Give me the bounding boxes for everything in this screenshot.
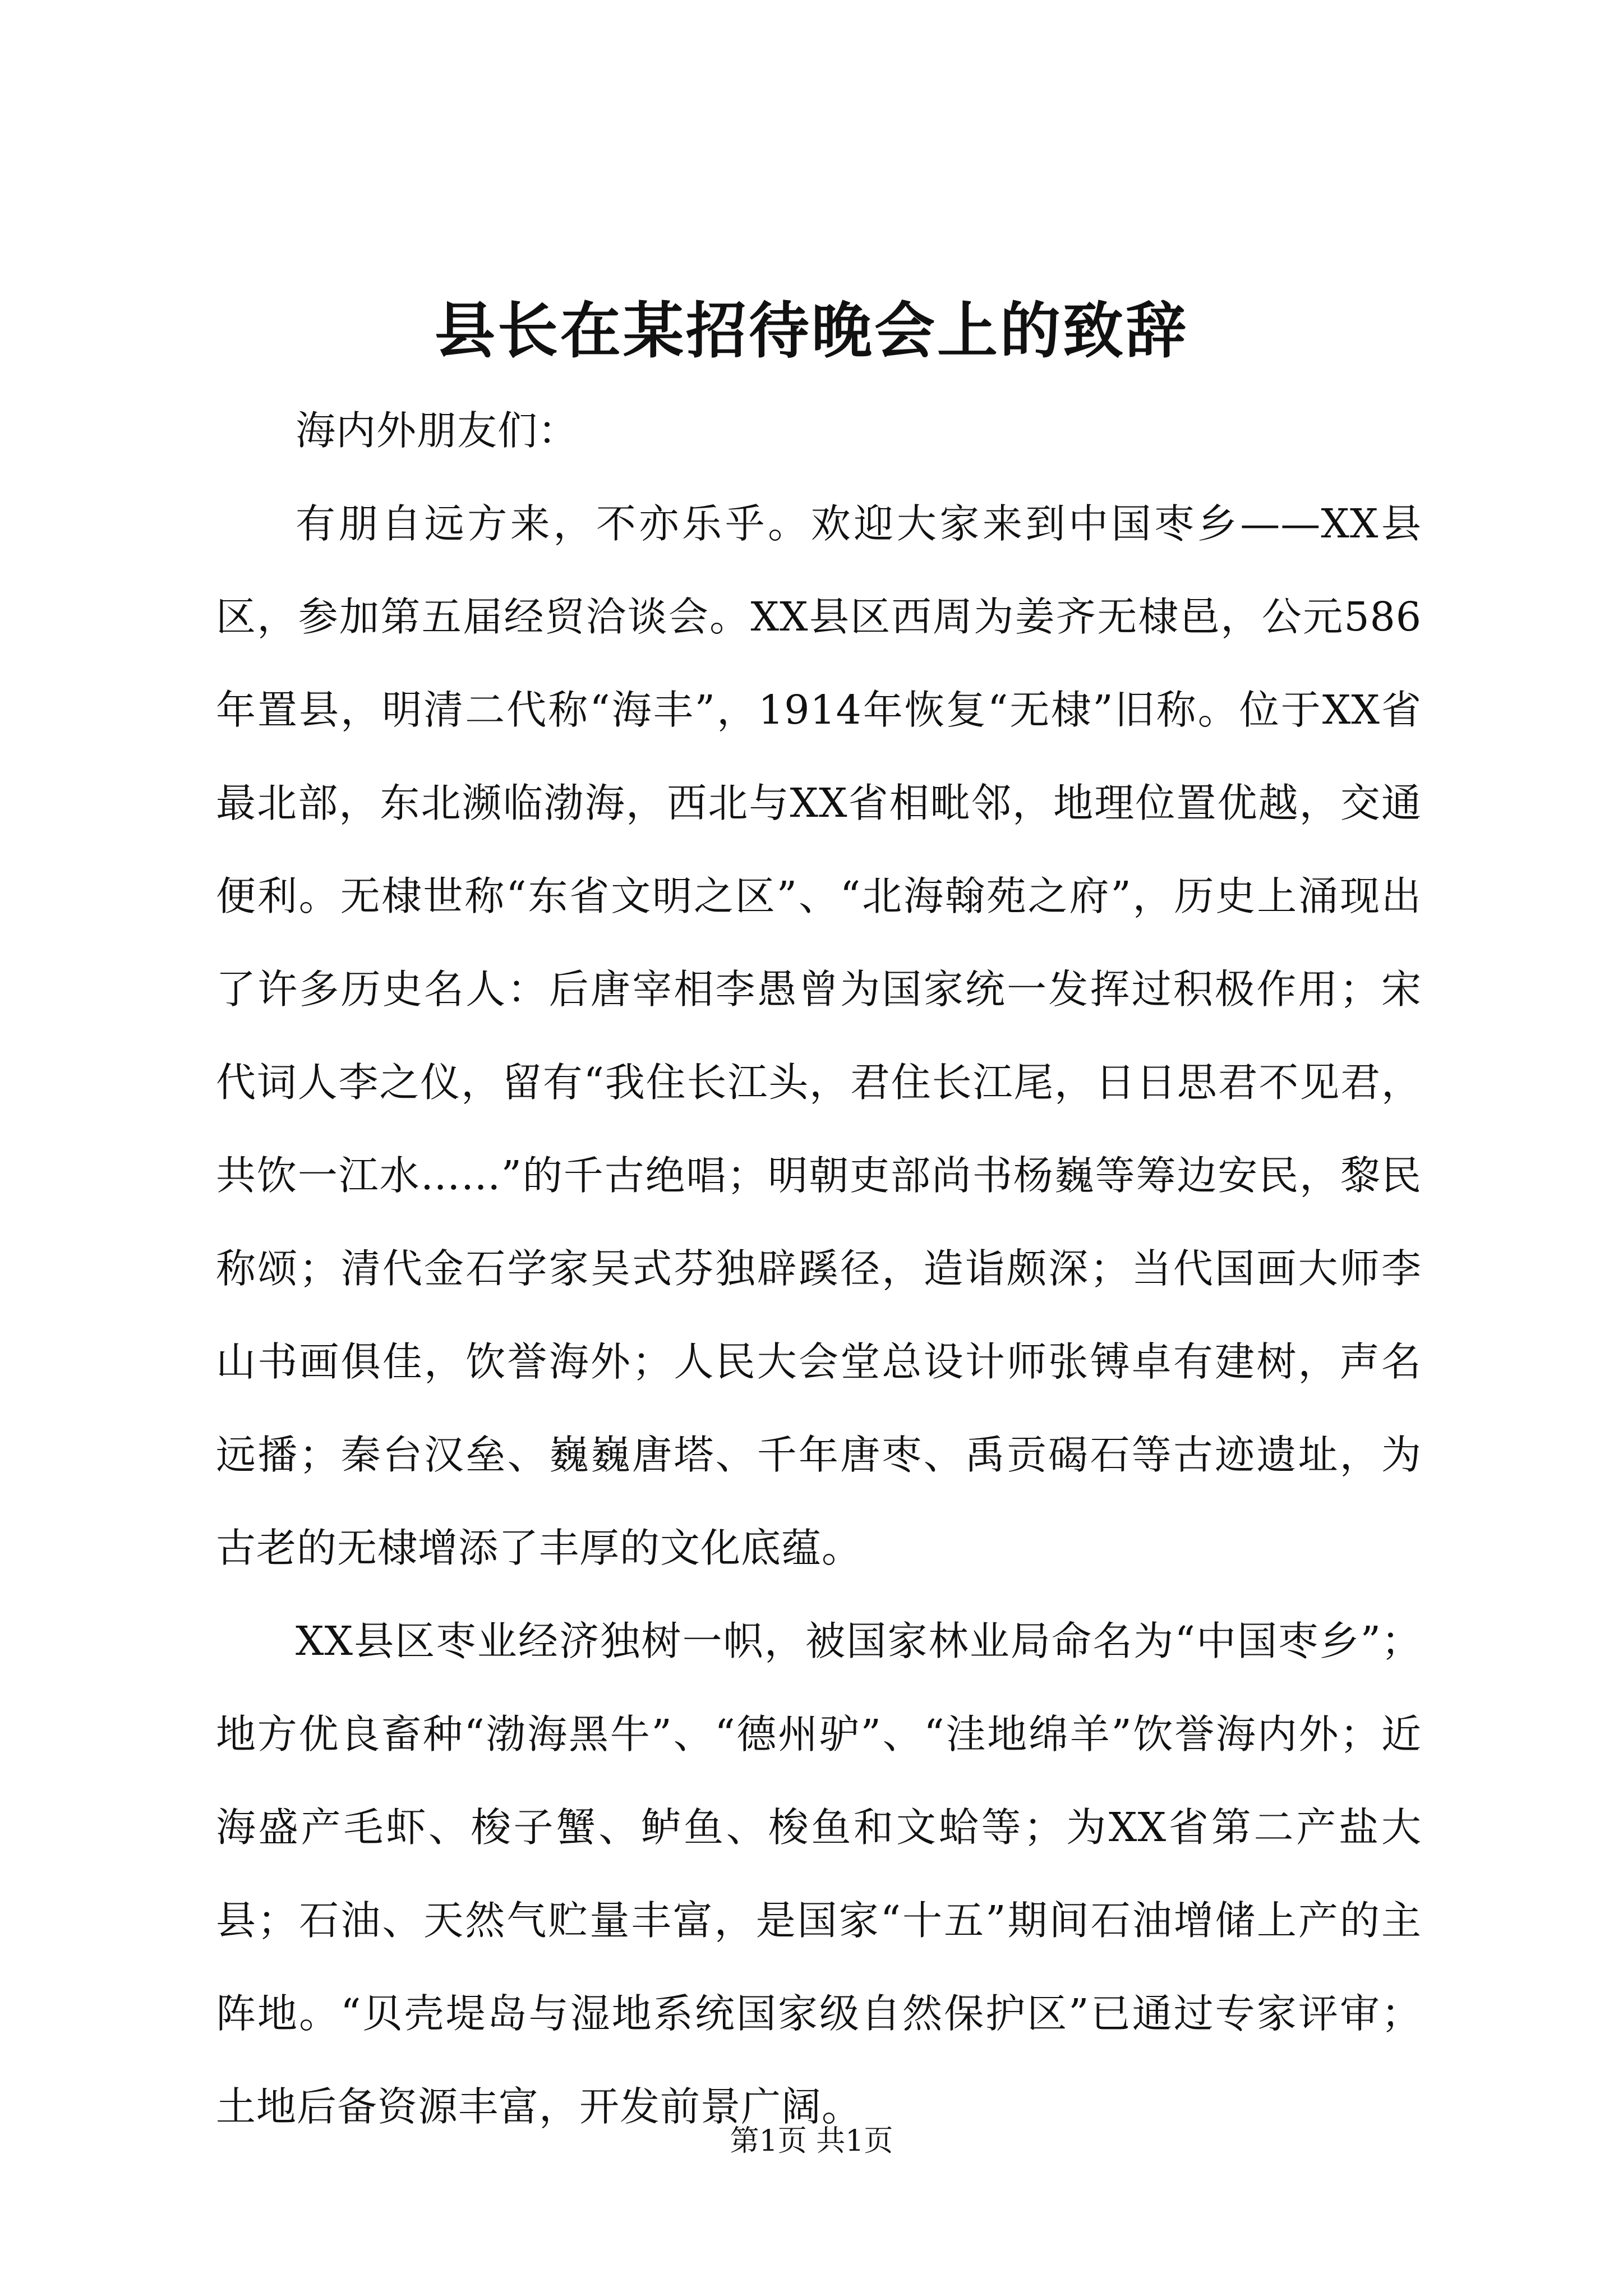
document-body <box>216 384 1422 2154</box>
paragraph-1: 有朋自远方来，不亦乐乎。欢迎大家来到中国枣乡——XX县区，参加第五届经贸洽谈会。XX县区西周为姜齐无棣邑，公元586年置县，明清二代称“海丰”，1914年恢复“无棣”旧称。位于XX省最北部，东北濒临渤海，西北与XX省相毗邻，地理位置优越，交通便利。无棣世称“东省文明之区”、“北海翰苑之府”，历史上涌现出了许多历史名人：后唐宰相李愚曾为国家统一发挥过积极作用；宋代词人李之仪，留有“我住长江头，君住长江尾，日日思君不见君，共饮一江水……”的千古绝唱；明朝吏部尚书杨巍等筹边安民，黎民称颂；清代金石学家吴式芬独辟蹊径，造诣颇深；当代国画大师李山书画俱佳，饮誉海外；人民大会堂总设计师张镈卓有建树，声名远播；秦台汉垒、巍巍唐塔、千年唐枣、禹贡碣石等古迹遗址，为古老的无棣增添了丰厚的文化底蕴。 <box>216 500 1422 1571</box>
paragraph-2: XX县区枣业经济独树一帜，被国家林业局命名为“中国枣乡”；地方优良畜种“渤海黑牛”、“德州驴”、“洼地绵羊”饮誉海内外；近海盛产毛虾、梭子蟹、鲈鱼、梭鱼和文蛤等；为XX省第二产盐大县；石油、天然气贮量丰富，是国家“十五”期间石油增储上产的主阵地。“贝壳堤岛与湿地系统国家级自然保护区”已通过专家评审；土地后备资源丰富，开发前景广阔。 <box>216 1618 1422 2130</box>
page-footer: 第1页 共1页 <box>730 2124 893 2158</box>
document-title: 县长在某招待晚会上的致辞 <box>434 296 1188 366</box>
salutation: 海内外朋友们： <box>296 407 579 454</box>
